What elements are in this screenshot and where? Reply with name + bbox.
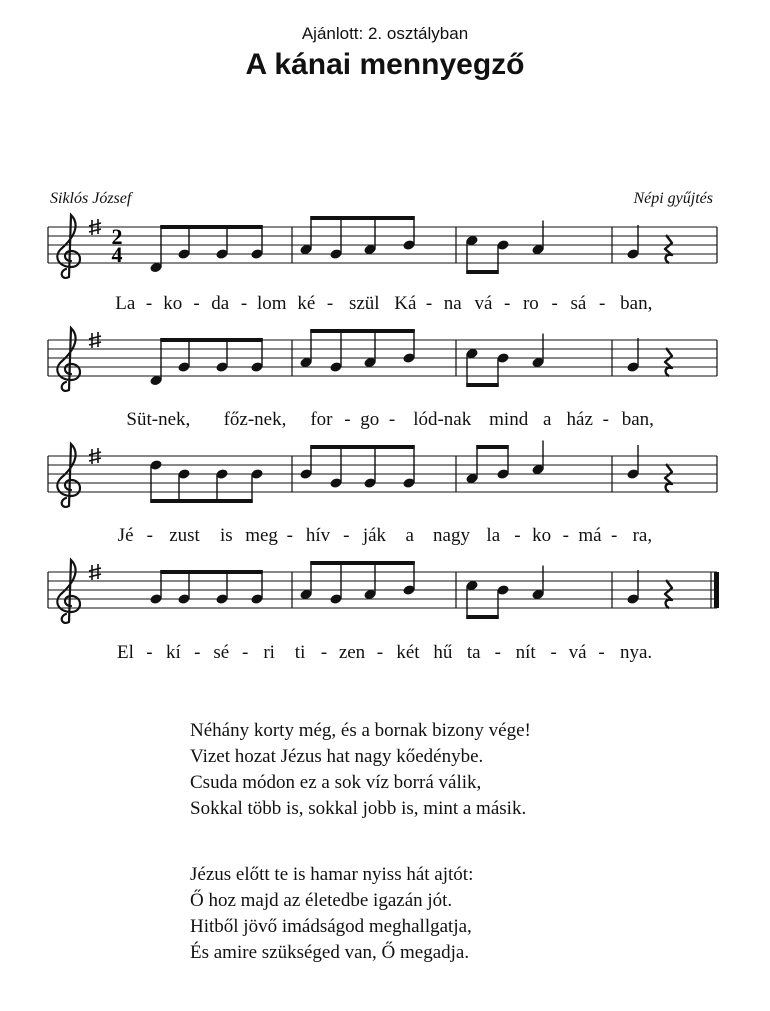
beam xyxy=(150,499,252,503)
lyric-hyphen: - xyxy=(194,642,201,663)
stanza-line: És amire szükséged van, Ő megadja. xyxy=(190,942,470,963)
treble-clef xyxy=(57,215,80,278)
song-title: A kánai mennyegző xyxy=(245,48,525,81)
treble-clef xyxy=(57,328,80,391)
lyric-hyphen: - xyxy=(146,642,153,663)
lyric-syllable: da xyxy=(211,293,230,314)
lyric-syllable: két xyxy=(396,642,420,663)
lyric-syllable: go xyxy=(360,409,380,430)
beam xyxy=(466,615,498,619)
lyric-syllable: zust xyxy=(169,525,200,546)
lyric-syllable: a xyxy=(543,409,552,430)
lyric-hyphen: - xyxy=(425,293,433,314)
lyric-hyphen: - xyxy=(598,293,606,314)
stanza-1 xyxy=(190,718,531,822)
stanza-line: Néhány korty még, és a bornak bizony vége! xyxy=(190,720,531,741)
lyric-syllable: kí xyxy=(165,642,181,663)
beam xyxy=(466,270,498,274)
lyric-syllable: hív xyxy=(305,525,331,546)
lyric-syllable: for xyxy=(310,409,333,430)
lyric-syllable: ra, xyxy=(632,525,653,546)
lyric-syllable: ro xyxy=(522,293,539,314)
lyric-syllable: a xyxy=(405,525,414,546)
lyric-syllable: ta xyxy=(466,642,481,663)
staff-system-3 xyxy=(48,441,717,547)
lyric-syllable: ko xyxy=(532,525,552,546)
lyric-hyphen: - xyxy=(551,293,558,314)
lyric-hyphen: - xyxy=(514,525,521,546)
lyric-syllable: vá xyxy=(568,642,587,663)
stanza-line: Jézus előtt te is hamar nyiss hát ajtót: xyxy=(190,864,474,885)
lyric-syllable: ják xyxy=(362,525,387,546)
lyric-syllable: sé xyxy=(213,642,230,663)
staff-system-1 xyxy=(48,215,717,314)
lyric-hyphen: - xyxy=(602,409,609,430)
lyric-hyphen: - xyxy=(610,525,618,546)
lyric-hyphen: - xyxy=(193,293,200,314)
staff-system-4 xyxy=(48,560,719,663)
lyric-hyphen: - xyxy=(286,525,293,546)
lyric-syllable: főz-nek, xyxy=(223,409,287,430)
quarter-rest xyxy=(665,580,672,608)
lyric-syllable: La xyxy=(115,293,136,314)
lyric-syllable: meg xyxy=(245,525,278,546)
lyric-syllable: ban, xyxy=(621,409,654,430)
lyric-hyphen: - xyxy=(145,293,153,314)
stanza-line: Vizet hozat Jézus hat nagy kőedénybe. xyxy=(190,746,484,767)
lyric-syllable: nya. xyxy=(619,642,653,663)
lyric-syllable: Süt-nek, xyxy=(126,409,191,430)
recommended-grade: Ajánlott: 2. osztályban xyxy=(301,24,469,43)
composer-credit: Siklós József xyxy=(50,190,132,207)
lyric-syllable: na xyxy=(443,293,462,314)
lyric-syllable: sá xyxy=(570,293,587,314)
lyric-syllable: El xyxy=(117,642,134,663)
beam xyxy=(310,561,414,565)
lyric-syllable: szül xyxy=(348,293,380,314)
lyric-hyphen: - xyxy=(494,642,501,663)
beam xyxy=(310,445,414,449)
lyric-hyphen: - xyxy=(598,642,605,663)
beam xyxy=(310,329,414,333)
lyric-syllable: ké xyxy=(297,293,316,314)
lyric-syllable: ban, xyxy=(620,293,653,314)
lyric-syllable: ko xyxy=(163,293,183,314)
time-signature-bottom: 4 xyxy=(111,242,123,267)
lyric-syllable: Jé xyxy=(117,525,134,546)
lyric-syllable: ház xyxy=(566,409,593,430)
lyric-hyphen: - xyxy=(503,293,511,314)
beam xyxy=(160,570,262,574)
lyric-hyphen: - xyxy=(240,293,248,314)
lyric-syllable: nagy xyxy=(433,525,470,546)
lyric-syllable: is xyxy=(219,525,233,546)
staff-system-2 xyxy=(48,328,717,430)
stanza-2 xyxy=(190,862,473,966)
stanza-line: Csuda módon ez a sok víz borrá válik, xyxy=(190,772,482,793)
lyric-syllable: la xyxy=(486,525,501,546)
beam xyxy=(466,383,498,387)
quarter-rest xyxy=(665,348,672,376)
lyric-hyphen: - xyxy=(388,409,396,430)
lyric-syllable: Ká xyxy=(394,293,417,314)
lyric-hyphen: - xyxy=(562,525,569,546)
treble-clef xyxy=(57,560,80,623)
lyric-hyphen: - xyxy=(146,525,153,546)
lyric-hyphen: - xyxy=(242,642,249,663)
lyric-syllable: ti xyxy=(294,642,306,663)
quarter-rest xyxy=(665,235,672,263)
lyric-syllable: hű xyxy=(433,642,453,663)
source-credit: Népi gyűjtés xyxy=(633,190,713,207)
lyric-syllable: zen xyxy=(338,642,366,663)
lyric-syllable: má xyxy=(578,525,602,546)
stanza-line: Ő hoz majd az életedbe igazán jót. xyxy=(190,890,453,911)
lyric-syllable: ri xyxy=(263,642,275,663)
lyric-syllable: lom xyxy=(256,293,287,314)
lyric-hyphen: - xyxy=(320,642,328,663)
stanza-line: Hitből jövő imádságod meghallgatja, xyxy=(190,916,472,937)
lyric-hyphen: - xyxy=(326,293,334,314)
final-bar-thick xyxy=(714,572,719,608)
lyric-syllable: nít xyxy=(515,642,536,663)
beam xyxy=(160,338,262,342)
quarter-rest xyxy=(665,464,672,492)
lyric-hyphen: - xyxy=(376,642,384,663)
beam xyxy=(310,216,414,220)
lyric-syllable: lód-nak xyxy=(413,409,472,430)
lyric-hyphen: - xyxy=(550,642,557,663)
beam xyxy=(476,445,508,449)
treble-clef xyxy=(57,444,80,507)
beam xyxy=(160,225,262,229)
stanza-line: Sokkal több is, sokkal jobb is, mint a másik. xyxy=(190,798,527,819)
lyric-syllable: mind xyxy=(489,409,529,430)
lyric-syllable: vá xyxy=(474,293,493,314)
lyric-hyphen: - xyxy=(343,525,350,546)
lyric-hyphen: - xyxy=(344,409,351,430)
time-signature-top: 2 xyxy=(111,224,123,249)
